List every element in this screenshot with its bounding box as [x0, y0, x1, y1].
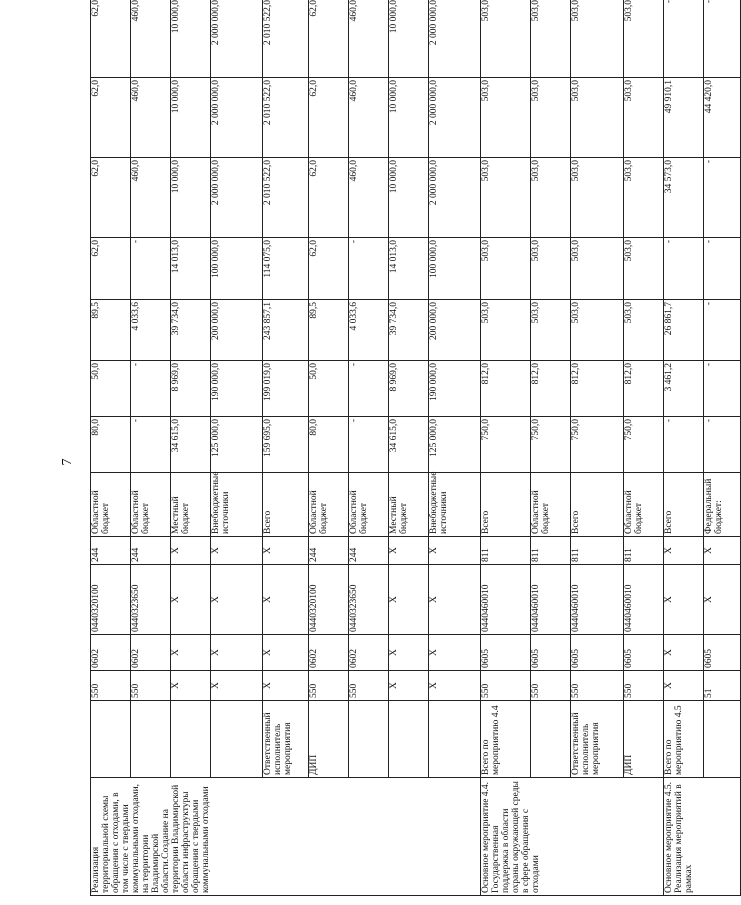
year-value-cell: 2 000 000,0 [429, 78, 481, 158]
year-value-cell: 460,0 [131, 158, 171, 238]
funding-source-cell: Внебюджетные источники [211, 473, 263, 537]
year-value-cell: 503,0 [571, 300, 624, 361]
budget-code-cell: 0602 [131, 635, 171, 671]
budget-code-cell: X [211, 671, 263, 701]
year-value-cell: - [131, 238, 171, 300]
year-value-cell: 812,0 [571, 361, 624, 417]
activity-name-cell: Реализация территориальной схемы обращения с отходами, в том числе с твердыми коммунальными отходами, на территории Владимирской области.Создание на территории Владимирской области инфраструктуры обращения с твердыми коммунальными отходами [91, 778, 481, 896]
budget-code-cell: 0440320100 [309, 565, 349, 635]
year-value-cell: - [704, 417, 741, 473]
budget-code-cell: X [171, 537, 211, 565]
year-value-cell: 460,0 [349, 0, 389, 78]
executor-cell [131, 701, 171, 778]
budget-code-cell: 0440460010 [481, 565, 531, 635]
year-value-cell: 159 695,0 [263, 417, 309, 473]
year-value-cell: - [664, 417, 704, 473]
activity-name-cell: Основное мероприятие 4.4. Государственная поддержка в области охраны окружающей среды в сфере обращения с отходами [481, 778, 664, 896]
year-value-cell: 200 000,0 [211, 300, 263, 361]
funding-source-cell: Местный бюджет [171, 473, 211, 537]
year-value-cell: 503,0 [481, 158, 531, 238]
year-value-cell: - [704, 0, 741, 78]
table-row [211, 0, 263, 896]
table-row [91, 0, 131, 896]
year-value-cell: 460,0 [131, 0, 171, 78]
year-value-cell: - [349, 238, 389, 300]
year-value-cell: - [349, 361, 389, 417]
executor-cell [704, 701, 741, 778]
year-value-cell: 200 000,0 [429, 300, 481, 361]
year-value-cell: 503,0 [481, 0, 531, 78]
year-value-cell: 50,0 [91, 361, 131, 417]
budget-code-cell: X [263, 635, 309, 671]
year-value-cell: 503,0 [481, 238, 531, 300]
budget-code-cell: X [171, 671, 211, 701]
budget-code-cell: X [429, 635, 481, 671]
year-value-cell: 8 969,0 [389, 361, 429, 417]
year-value-cell: 812,0 [531, 361, 571, 417]
budget-code-cell: X [664, 565, 704, 635]
year-value-cell: 3 461,2 [664, 361, 704, 417]
budget-code-cell: 244 [131, 537, 171, 565]
year-value-cell: 62,0 [91, 238, 131, 300]
year-value-cell: 503,0 [624, 0, 664, 78]
year-value-cell: 62,0 [309, 78, 349, 158]
year-value-cell: 750,0 [624, 417, 664, 473]
year-value-cell: - [704, 238, 741, 300]
year-value-cell: 34 573,0 [664, 158, 704, 238]
year-value-cell: 34 615,0 [171, 417, 211, 473]
budget-code-cell: X [263, 671, 309, 701]
year-value-cell: 503,0 [481, 300, 531, 361]
budget-code-cell: X [664, 537, 704, 565]
year-value-cell: 80,0 [91, 417, 131, 473]
year-value-cell: 125 000,0 [429, 417, 481, 473]
year-value-cell: 503,0 [531, 0, 571, 78]
budget-code-cell: 0440323650 [131, 565, 171, 635]
funding-source-cell: Областной бюджет [91, 473, 131, 537]
funding-source-cell: Всего [664, 473, 704, 537]
budget-code-cell: 0602 [309, 635, 349, 671]
table-row [349, 0, 389, 896]
year-value-cell: - [349, 417, 389, 473]
year-value-cell: 34 615,0 [389, 417, 429, 473]
budget-code-cell: 0602 [349, 635, 389, 671]
year-value-cell: 503,0 [531, 78, 571, 158]
funding-source-cell: Федеральный бюджет: [704, 473, 741, 537]
budget-code-cell: 550 [91, 671, 131, 701]
year-value-cell: 460,0 [349, 158, 389, 238]
budget-code-cell: X [429, 537, 481, 565]
year-value-cell: 460,0 [349, 78, 389, 158]
year-value-cell: 2 000 000,0 [429, 0, 481, 78]
table-row [664, 0, 704, 896]
year-value-cell: 503,0 [571, 0, 624, 78]
table-row [481, 0, 531, 896]
budget-code-cell: 0440460010 [571, 565, 624, 635]
budget-code-cell: X [211, 635, 263, 671]
budget-code-cell: 0440460010 [531, 565, 571, 635]
budget-code-cell: X [389, 635, 429, 671]
budget-code-cell: X [664, 671, 704, 701]
year-value-cell: 80,0 [309, 417, 349, 473]
budget-code-cell: X [704, 537, 741, 565]
year-value-cell: - [664, 238, 704, 300]
budget-code-cell: 811 [571, 537, 624, 565]
executor-cell: Всего по мероприятию 4.4 [481, 701, 531, 778]
page-number: 7 [60, 458, 75, 466]
executor-cell [91, 701, 131, 778]
table-row [624, 0, 664, 896]
budget-code-cell: 550 [309, 671, 349, 701]
table-row [389, 0, 429, 896]
budget-code-cell: X [389, 537, 429, 565]
year-value-cell: 39 734,0 [171, 300, 211, 361]
year-value-cell: 10 000,0 [171, 0, 211, 78]
executor-cell [171, 701, 211, 778]
year-value-cell: 2 000 000,0 [211, 158, 263, 238]
year-value-cell: - [704, 300, 741, 361]
budget-code-cell: 550 [571, 671, 624, 701]
year-value-cell: 503,0 [531, 300, 571, 361]
executor-cell: ДИП [624, 701, 664, 778]
year-value-cell: 26 861,7 [664, 300, 704, 361]
funding-source-cell: Всего [263, 473, 309, 537]
executor-cell [531, 701, 571, 778]
year-value-cell: 44 420,0 [704, 78, 741, 158]
year-value-cell: 49 910,1 [664, 78, 704, 158]
budget-code-cell: 0440320100 [91, 565, 131, 635]
budget-code-cell: 0440323650 [349, 565, 389, 635]
year-value-cell: 812,0 [481, 361, 531, 417]
budget-code-cell: X [389, 565, 429, 635]
year-value-cell: 8 969,0 [171, 361, 211, 417]
year-value-cell: 750,0 [531, 417, 571, 473]
executor-cell: Ответственный исполнитель мероприятия [571, 701, 624, 778]
year-value-cell: 2 000 000,0 [429, 158, 481, 238]
budget-code-cell: 0605 [531, 635, 571, 671]
budget-code-cell: 811 [531, 537, 571, 565]
budget-code-cell: X [211, 537, 263, 565]
year-value-cell: 62,0 [309, 0, 349, 78]
year-value-cell: 100 000,0 [211, 238, 263, 300]
year-value-cell: 62,0 [309, 238, 349, 300]
budget-code-cell: 550 [624, 671, 664, 701]
year-value-cell: 10 000,0 [389, 78, 429, 158]
year-value-cell: 100 000,0 [429, 238, 481, 300]
table-row [131, 0, 171, 896]
budget-code-cell: 0605 [704, 635, 741, 671]
year-value-cell: 114 075,0 [263, 238, 309, 300]
budget-code-cell: X [389, 671, 429, 701]
table-row [309, 0, 349, 896]
year-value-cell: 503,0 [481, 78, 531, 158]
year-value-cell: 503,0 [624, 158, 664, 238]
funding-source-cell: Областной бюджет [309, 473, 349, 537]
funding-source-cell: Всего [481, 473, 531, 537]
funding-source-cell: Всего [571, 473, 624, 537]
funding-source-cell: Областной бюджет [349, 473, 389, 537]
rotated-table-container [90, 0, 724, 896]
year-value-cell: 503,0 [571, 238, 624, 300]
year-value-cell: 10 000,0 [171, 158, 211, 238]
year-value-cell: 2 010 522,0 [263, 158, 309, 238]
year-value-cell: 503,0 [531, 238, 571, 300]
year-value-cell: 750,0 [481, 417, 531, 473]
year-value-cell: 503,0 [624, 78, 664, 158]
budget-code-cell: 51 [704, 671, 741, 701]
budget-code-cell: 811 [481, 537, 531, 565]
year-value-cell: 503,0 [531, 158, 571, 238]
budget-code-cell: X [263, 565, 309, 635]
year-value-cell: 62,0 [91, 158, 131, 238]
budget-code-cell: X [429, 671, 481, 701]
budget-code-cell: X [704, 565, 741, 635]
year-value-cell: 812,0 [624, 361, 664, 417]
funding-source-cell: Областной бюджет [131, 473, 171, 537]
funding-source-cell: Областной бюджет [531, 473, 571, 537]
year-value-cell: 199 019,0 [263, 361, 309, 417]
year-value-cell: 2 000 000,0 [211, 0, 263, 78]
executor-cell: Всего по мероприятию 4.5 [664, 701, 704, 778]
budget-code-cell: 550 [531, 671, 571, 701]
year-value-cell: 89,5 [309, 300, 349, 361]
budget-code-cell: X [263, 537, 309, 565]
year-value-cell: 2 010 522,0 [263, 0, 309, 78]
year-value-cell: 2 000 000,0 [211, 78, 263, 158]
year-value-cell: 503,0 [571, 158, 624, 238]
executor-cell: Ответственный исполнитель мероприятия [263, 701, 309, 778]
budget-code-cell: 550 [131, 671, 171, 701]
budget-code-cell: 550 [481, 671, 531, 701]
year-value-cell: - [704, 361, 741, 417]
year-value-cell: 750,0 [571, 417, 624, 473]
budget-code-cell: X [171, 565, 211, 635]
year-value-cell: 10 000,0 [389, 0, 429, 78]
funding-source-cell: Внебюджетные источники [429, 473, 481, 537]
year-value-cell: 62,0 [309, 158, 349, 238]
year-value-cell: 503,0 [571, 78, 624, 158]
year-value-cell: - [131, 361, 171, 417]
table-row [263, 0, 309, 896]
budget-code-cell: 0605 [571, 635, 624, 671]
year-value-cell: 89,5 [91, 300, 131, 361]
year-value-cell: 243 857,1 [263, 300, 309, 361]
table-row [571, 0, 624, 896]
year-value-cell: 14 013,0 [171, 238, 211, 300]
budget-code-cell: X [171, 635, 211, 671]
budget-code-cell: 244 [309, 537, 349, 565]
year-value-cell: - [664, 0, 704, 78]
budget-code-cell: X [211, 565, 263, 635]
budget-code-cell: 244 [349, 537, 389, 565]
budget-code-cell: X [429, 565, 481, 635]
activity-name-cell: Основное мероприятие 4.5. Реализация мероприятий в рамках [664, 778, 741, 896]
budget-code-cell: 811 [624, 537, 664, 565]
table-row [429, 0, 481, 896]
budget-table [90, 0, 741, 896]
year-value-cell: - [131, 417, 171, 473]
year-value-cell: 62,0 [91, 78, 131, 158]
executor-cell [389, 701, 429, 778]
executor-cell [349, 701, 389, 778]
year-value-cell: 4 033,6 [349, 300, 389, 361]
budget-code-cell: 244 [91, 537, 131, 565]
year-value-cell: 4 033,6 [131, 300, 171, 361]
year-value-cell: 2 010 522,0 [263, 78, 309, 158]
year-value-cell: 503,0 [624, 238, 664, 300]
executor-cell [429, 701, 481, 778]
year-value-cell: 190 000,0 [429, 361, 481, 417]
budget-code-cell: 0605 [481, 635, 531, 671]
funding-source-cell: Областной бюджет [624, 473, 664, 537]
year-value-cell: 50,0 [309, 361, 349, 417]
budget-code-cell: 550 [349, 671, 389, 701]
table-row [531, 0, 571, 896]
budget-code-cell: X [664, 635, 704, 671]
year-value-cell: 14 013,0 [389, 238, 429, 300]
table-row [704, 0, 741, 896]
year-value-cell: 503,0 [624, 300, 664, 361]
table-row [171, 0, 211, 896]
year-value-cell: 62,0 [91, 0, 131, 78]
year-value-cell: 460,0 [131, 78, 171, 158]
funding-source-cell: Местный бюджет [389, 473, 429, 537]
year-value-cell: 10 000,0 [171, 78, 211, 158]
budget-code-cell: 0602 [91, 635, 131, 671]
budget-code-cell: 0440460010 [624, 565, 664, 635]
executor-cell: ДИП [309, 701, 349, 778]
year-value-cell: - [704, 158, 741, 238]
year-value-cell: 10 000,0 [389, 158, 429, 238]
budget-code-cell: 0605 [624, 635, 664, 671]
year-value-cell: 190 000,0 [211, 361, 263, 417]
year-value-cell: 125 000,0 [211, 417, 263, 473]
year-value-cell: 39 734,0 [389, 300, 429, 361]
executor-cell [211, 701, 263, 778]
